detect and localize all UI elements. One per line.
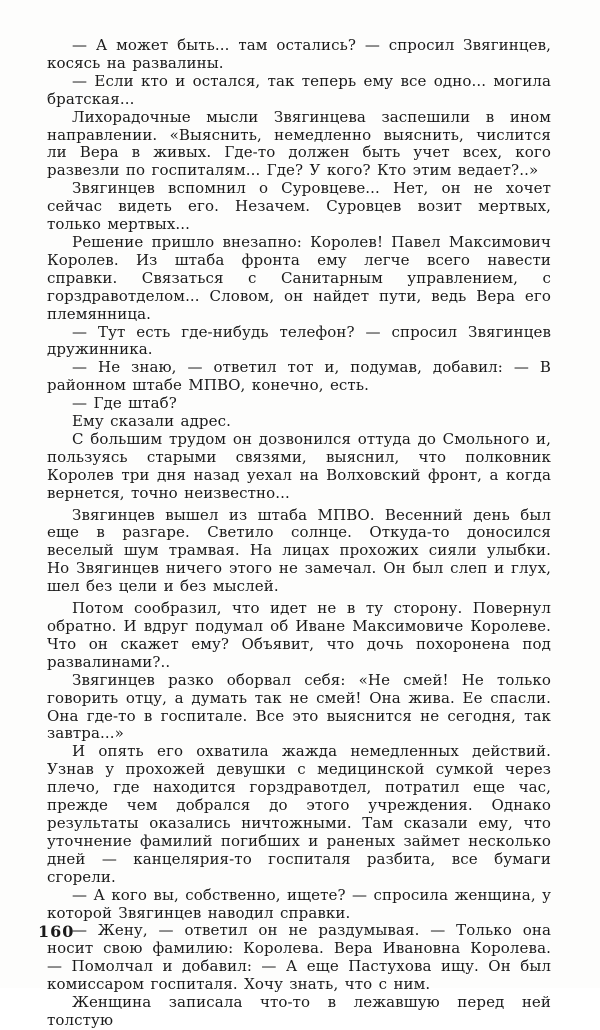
- page-text: [47, 37, 551, 1030]
- paragraph-16: — Жену, — ответил он не раздумывая. — Только она носит свою фамилию: Королева. Вера Ивановна Королева. — Помолчал и добавил: — А еще Пастухова ищу. Он был комиссаром госпиталя. Хочу знать, что с ним.: [47, 921, 551, 994]
- paragraph-7: — Не знаю, — ответил тот и, подумав, добавил: — В районном штабе МПВО, конечно, есть.: [47, 358, 551, 395]
- paragraph-1: — А может быть... там остались? — спросил Звягинцев, косясь на развалины.: [47, 36, 551, 72]
- paragraph-9: Ему сказали адрес.: [72, 412, 231, 431]
- page-number: 160: [38, 922, 75, 941]
- paragraph-15: — А кого вы, собственно, ищете? — спросила женщина, у которой Звягинцев наводил справки.: [47, 885, 551, 922]
- paragraph-17: Женщина записала что-то в лежавшую перед ней толстую: [47, 993, 551, 1029]
- paragraph-3: Лихорадочные мысли Звягинцева заспешили в ином направлении. «Выяснить, немедленно выяснить, числится ли Вера в живых. Где-то должен быть учет всех, кого развезли по госпиталям... Где? У кого? Кто этим ведает?..»: [47, 107, 551, 180]
- paragraph-5: Решение пришло внезапно: Королев! Павел Максимович Королев. Из штаба фронта ему легче всего навести справки. Связаться с Санитарным управлением, с горздравотделом... Словом, он найдет пути, ведь Вера его племянница.: [47, 232, 551, 323]
- paragraph-14: И опять его охватила жажда немедленных действий. Узнав у прохожей девушки с медицинской сумкой через плечо, где находится горздравотдел, потратил еще час, прежде чем добрался до этого учреждения. Однако результаты оказались ничтожными. Там сказали ему, что уточнение фамилий погибших и раненых займет несколько дней — канцелярия-то госпиталя разбита, все бумаги сгорели.: [47, 742, 551, 886]
- paragraph-11: Звягинцев вышел из штаба МПВО. Весенний день был еще в разгаре. Светило солнце. Откуда-то доносился веселый шум трамвая. На лицах прохожих сияли улыбки. Но Звягинцев ничего этого не замечал. Он был слеп и глух, шел без цели и без мыслей.: [47, 505, 551, 596]
- paragraph-4: Звягинцев вспомнил о Суровцеве... Нет, он не хочет сейчас видеть его. Незачем. Суровцев возит мертвых, только мертвых...: [47, 179, 551, 234]
- paragraph-8: — Где штаб?: [72, 394, 177, 413]
- paragraph-10: С большим трудом он дозвонился оттуда до Смольного и, пользуясь старыми связями, выяснил, что полковник Королев три дня назад уехал на Волховский фронт, а когда вернется, точно неизвестно...: [47, 429, 551, 502]
- paragraph-12: Потом сообразил, что идет не в ту сторону. Повернул обратно. И вдруг подумал об Иване Максимовиче Королеве. Что он скажет ему? Объявит, что дочь похоронена под развалинами?..: [47, 599, 551, 671]
- paragraph-2: — Если кто и остался, так теперь ему все одно... могила братская...: [47, 71, 551, 108]
- paragraph-13: Звягинцев разко оборвал себя: «Не смей! Не только говорить отцу, а думать так не смей! Она жива. Ее спасли. Она где-то в госпитале. Все это выяснится не сегодня, так завтра...»: [47, 670, 551, 743]
- paragraph-6: — Тут есть где-нибудь телефон? — спросил Звягинцев дружинника.: [47, 322, 551, 359]
